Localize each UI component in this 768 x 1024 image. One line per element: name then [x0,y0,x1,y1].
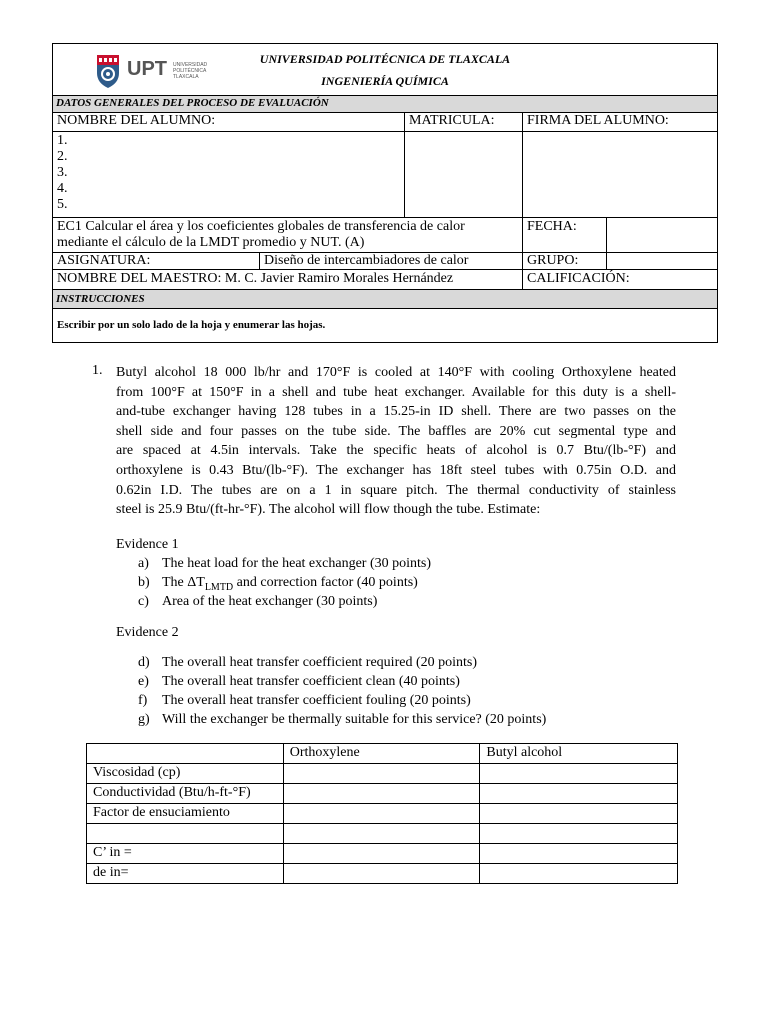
item-text: The $\Delta T_{LMTD}$ and correction factor (40 points) [162,575,418,593]
maestro-row [53,269,717,289]
ec1-description [53,218,522,252]
problem-line: shell side and four passes on the tube side. The baffles are 20% cut segmental type and [116,423,676,439]
item-text: The overall heat transfer coefficient fouling (20 points) [162,693,471,708]
student-number: 3. [57,165,68,180]
problem-line: Butyl alcohol 18 000 lb/hr and 170°F is cooled at 140°F with cooling Orthoxylene heated [116,365,676,380]
item-letter: d) [138,655,150,670]
row-label: C’ in = [87,844,284,864]
ec1-row [53,217,717,252]
table-row [87,844,678,864]
student-number: 1. [57,133,68,148]
logo-text: UPT [127,58,167,80]
matricula-label: MATRICULA: [404,113,522,131]
item-letter: g) [138,712,150,727]
student-name-label: NOMBRE DEL ALUMNO: [57,113,216,128]
maestro-label: NOMBRE DEL MAESTRO: M. C. Javier Ramiro Morales Hernández [57,271,454,286]
item-letter: a) [138,556,149,571]
table-row [87,824,678,844]
item-letter: e) [138,674,149,689]
item-letter: f) [138,693,148,708]
table-header-cell [87,744,284,764]
student-number: 5. [57,197,68,212]
problem-line: steel is 25.9 Btu/(ft-hr-°F). The alcohol will flow though the tube. Estimate: [116,502,541,518]
butyl-alcohol-cell[interactable] [480,824,678,844]
table-row [87,804,678,824]
table-header-row [87,744,678,764]
item-letter: b) [138,575,150,590]
problem-line: 0.62in I.D. The tubes are on a 1 in square pitch. The thermal conductivity of stainless [116,482,676,498]
butyl-alcohol-cell[interactable] [480,844,678,864]
butyl-alcohol-cell[interactable] [480,864,678,884]
problem-line: and-tube exchanger having 128 tubes in a 15.25-in ID shell. There are two passes on the [116,404,676,420]
row-label: Factor de ensuciamiento [87,804,284,824]
row-label: Viscosidad (cp) [87,764,284,784]
problem-line: from 100°F at 150°F in a shell and tube heat exchanger. Available for this duty is a shell- [116,384,676,400]
fecha-field[interactable] [606,218,717,252]
orthoxylene-cell[interactable] [283,824,480,844]
properties-table [86,743,678,884]
ec1-line-2: mediante el cálculo de la LMDT promedio y NUT. (A) [57,235,365,250]
item-text: The heat load for the heat exchanger (30 points) [162,556,432,571]
orthoxylene-cell[interactable] [283,784,480,804]
row-label [87,824,284,844]
evidence-1-title: Evidence 1 [116,537,179,552]
orthoxylene-cell[interactable] [283,864,480,884]
asignatura-value: Diseño de intercambiadores de calor [259,253,522,269]
table-header-cell: Orthoxylene [283,744,480,764]
matricula-field[interactable] [404,132,522,217]
evaluation-header [52,43,718,343]
row-label: de in= [87,864,284,884]
section-general-title: DATOS GENERALES DEL PROCESO DE EVALUACIÓN [56,97,329,109]
svg-text:POLITÉCNICA: POLITÉCNICA [173,68,207,74]
butyl-alcohol-cell[interactable] [480,764,678,784]
item-text: Area of the heat exchanger (30 points) [162,594,378,609]
university-name: UNIVERSIDAD POLITÉCNICA DE TLAXCALA [259,52,511,66]
firma-field[interactable] [522,132,717,217]
problem-number: 1. [92,363,103,378]
instructions-row [53,308,717,342]
row-label: Conductividad (Btu/h-ft-°F) [87,784,284,804]
problem-statement [116,363,676,520]
butyl-alcohol-cell[interactable] [480,784,678,804]
item-text: The overall heat transfer coefficient clean (40 points) [162,674,460,689]
table-row [87,784,678,804]
section-general-row [53,95,717,112]
asignatura-row [53,252,717,269]
section-instructions-title: INSTRUCCIONES [56,293,145,305]
problem-line: are spaced at 4.5in intervals. Take the specific heats of alcohol is 0.7 Btu/(lb-°F) and [116,443,676,459]
asignatura-label: ASIGNATURA: [57,253,151,268]
calificacion-label: CALIFICACIÓN: [522,270,717,289]
table-header-cell: Butyl alcohol [480,744,678,764]
firma-label: FIRMA DEL ALUMNO: [522,113,717,131]
orthoxylene-cell[interactable] [283,764,480,784]
svg-text:TLAXCALA: TLAXCALA [173,74,199,80]
ec1-line-1: EC1 Calcular el área y los coeficientes globales de transferencia de calor [57,219,465,234]
orthoxylene-cell[interactable] [283,804,480,824]
student-number: 4. [57,181,68,196]
header-title-area [53,44,717,95]
student-number: 2. [57,149,68,164]
item-letter: c) [138,594,149,609]
student-number-list [53,132,404,217]
career-name: INGENIERÍA QUÍMICA [321,74,449,88]
table-row [87,764,678,784]
table-row [87,864,678,884]
evidence-2-title: Evidence 2 [116,625,179,640]
orthoxylene-cell[interactable] [283,844,480,864]
problem-line: orthoxylene is 0.43 Btu/(lb-°F). The exchanger has 18ft steel tubes with 0.75in O.D. and [116,462,676,478]
instructions-text: Escribir por un solo lado de la hoja y enumerar las hojas. [57,319,326,331]
fecha-label: FECHA: [522,218,606,252]
grupo-field[interactable] [606,253,717,269]
item-text: Will the exchanger be thermally suitable for this service? (20 points) [162,712,547,727]
section-instructions-row [53,289,717,308]
grupo-label: GRUPO: [522,253,606,269]
butyl-alcohol-cell[interactable] [480,804,678,824]
svg-text:UNIVERSIDAD: UNIVERSIDAD [173,62,208,68]
item-text: The overall heat transfer coefficient required (20 points) [162,655,477,670]
student-label-row [53,112,717,131]
student-list-row [53,131,717,217]
